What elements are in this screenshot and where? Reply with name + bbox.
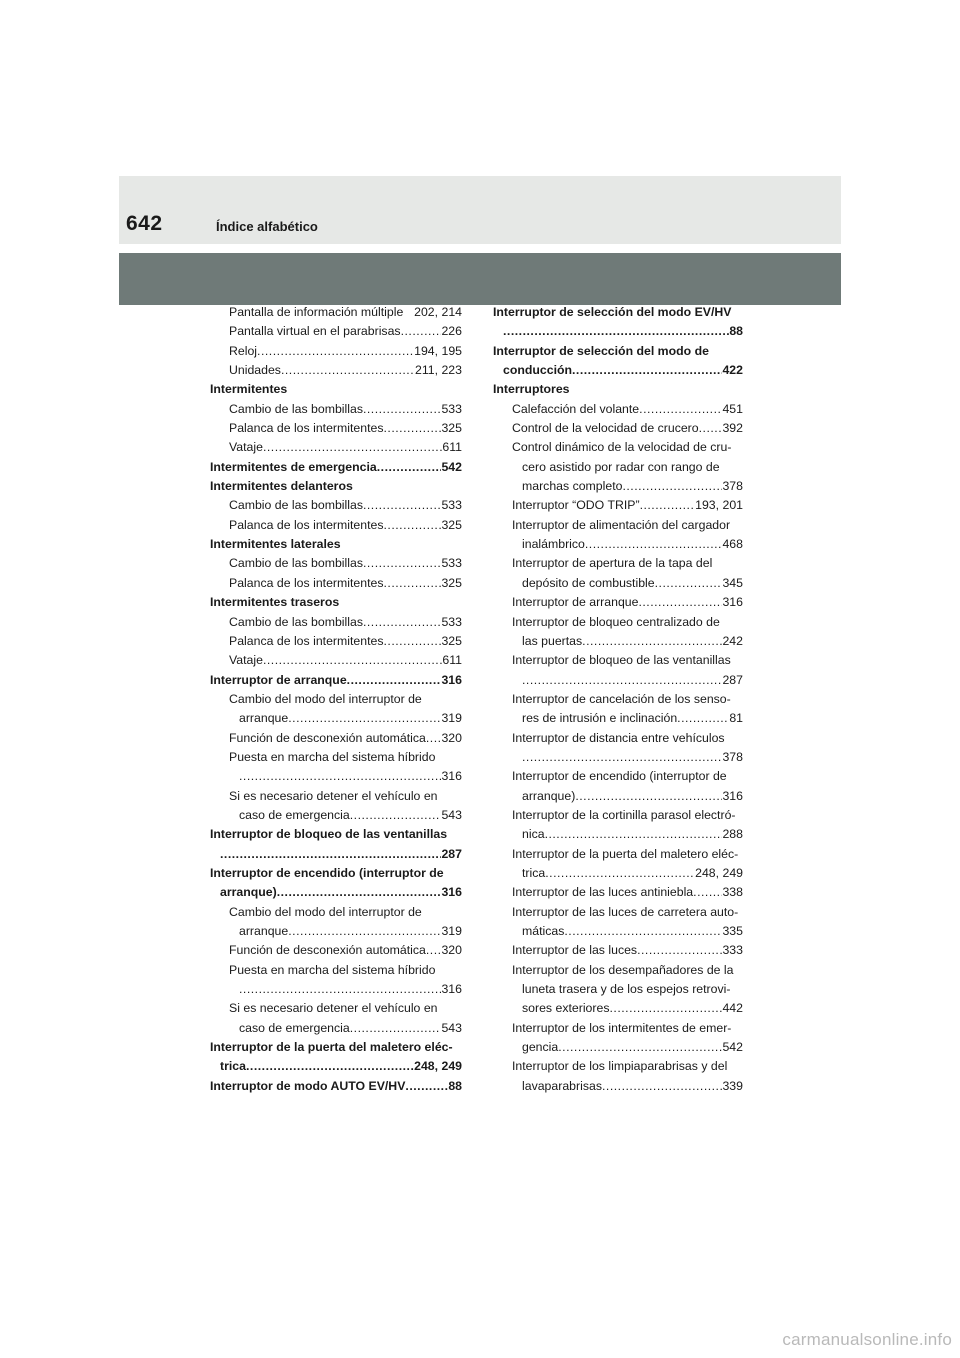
page-reference[interactable]: 287 bbox=[722, 672, 743, 687]
index-entry-text: Interruptor de los intermitentes de emer- bbox=[512, 1020, 732, 1035]
index-entry-text: Pantalla virtual en el parabrisas bbox=[229, 324, 401, 339]
index-entry-text: caso de emergencia bbox=[239, 1020, 350, 1035]
index-entry bbox=[493, 613, 743, 652]
index-entry-text: Función de desconexión automática bbox=[229, 943, 426, 958]
index-entry-text: marchas completo bbox=[522, 479, 623, 494]
page-number: 642 bbox=[126, 212, 163, 235]
index-entry bbox=[210, 322, 462, 341]
index-entry bbox=[210, 903, 462, 942]
index-entry bbox=[493, 516, 743, 555]
page-reference[interactable]: 316 bbox=[722, 788, 743, 803]
index-entry-text: Interruptor “ODO TRIP” bbox=[512, 498, 640, 513]
index-entry bbox=[210, 593, 462, 612]
index-entry bbox=[210, 574, 462, 593]
index-entry bbox=[493, 496, 743, 515]
dot-leader bbox=[350, 1019, 442, 1038]
page-reference[interactable]: 533 bbox=[441, 401, 462, 416]
dot-leader bbox=[246, 1057, 414, 1076]
index-entry bbox=[210, 1077, 462, 1096]
page-reference[interactable]: 542 bbox=[722, 1040, 743, 1055]
page-reference[interactable]: 345 bbox=[722, 575, 743, 590]
index-entry-text: depósito de combustible bbox=[522, 575, 655, 590]
index-entry-text: Intermitentes laterales bbox=[210, 537, 341, 552]
index-entry bbox=[210, 651, 462, 670]
page-reference[interactable]: 88 bbox=[729, 324, 743, 339]
dot-leader bbox=[622, 477, 722, 496]
index-entry-text: Puesta en marcha del sistema híbrido bbox=[229, 749, 436, 764]
index-entry-text: Palanca de los intermitentes bbox=[229, 517, 384, 532]
page-reference[interactable]: 319 bbox=[441, 924, 462, 938]
dot-leader bbox=[693, 883, 722, 902]
page-reference[interactable]: 242 bbox=[722, 633, 743, 648]
index-entry-text: res de intrusión e inclinación bbox=[522, 711, 678, 726]
index-entry-text: Interruptor de distancia entre vehículos bbox=[512, 730, 725, 745]
index-entry bbox=[493, 1057, 743, 1096]
dot-leader bbox=[377, 458, 442, 477]
index-entry-text: caso de emergencia bbox=[239, 807, 350, 822]
page-reference[interactable]: 325 bbox=[441, 517, 462, 532]
page-reference[interactable]: 422 bbox=[722, 363, 743, 378]
dot-leader bbox=[220, 845, 441, 864]
index-entry bbox=[210, 342, 462, 361]
index-entry bbox=[210, 613, 462, 632]
index-entry-text: Vataje bbox=[229, 440, 263, 455]
index-entry-text: luneta trasera y de los espejos retrovi- bbox=[522, 982, 731, 997]
dot-leader bbox=[405, 1077, 448, 1096]
index-entry bbox=[210, 671, 462, 690]
page-reference[interactable]: 325 bbox=[441, 575, 462, 590]
index-entry bbox=[493, 400, 743, 419]
index-entry-text: sores exteriores bbox=[522, 1001, 610, 1016]
page-reference[interactable]: 611 bbox=[442, 440, 462, 455]
index-entry-text: lavaparabrisas bbox=[522, 1078, 602, 1093]
page-reference[interactable]: 226 bbox=[441, 324, 462, 339]
index-entry bbox=[493, 806, 743, 845]
dot-leader bbox=[640, 496, 696, 515]
index-entry bbox=[493, 554, 743, 593]
dot-leader bbox=[263, 651, 442, 670]
dot-leader bbox=[257, 342, 414, 361]
index-entry-text: arranque) bbox=[220, 885, 277, 900]
index-entry bbox=[210, 787, 462, 826]
dot-leader bbox=[575, 787, 722, 806]
page-reference[interactable]: 392 bbox=[722, 421, 743, 436]
header-dark-band bbox=[119, 253, 841, 305]
index-entry-text: Interruptor de arranque bbox=[210, 672, 347, 687]
dot-leader bbox=[383, 574, 441, 593]
index-entry-text: las puertas bbox=[522, 633, 583, 648]
index-entry-text: Control dinámico de la velocidad de cru- bbox=[512, 440, 732, 455]
dot-leader bbox=[426, 941, 442, 960]
index-entry bbox=[210, 941, 462, 960]
index-entry-text: Interruptor de los desempañadores de la bbox=[512, 962, 734, 977]
page-reference[interactable]: 325 bbox=[441, 421, 462, 436]
dot-leader bbox=[263, 438, 442, 457]
page-reference[interactable]: 339 bbox=[722, 1078, 743, 1093]
index-entry-text: Interruptor de selección del modo de bbox=[493, 343, 709, 358]
page-reference[interactable]: 442 bbox=[722, 1001, 743, 1016]
index-entry bbox=[210, 516, 462, 535]
page-reference[interactable]: 533 bbox=[441, 498, 462, 513]
index-entry-text: Función de desconexión automática bbox=[229, 730, 426, 745]
page-reference[interactable]: 468 bbox=[722, 537, 743, 552]
dot-leader bbox=[585, 535, 723, 554]
index-entry-text: Intermitentes delanteros bbox=[210, 479, 353, 494]
index-entry bbox=[210, 961, 462, 1000]
index-entry bbox=[210, 729, 462, 748]
dot-leader bbox=[545, 825, 723, 844]
index-entry-text: Interruptor de arranque bbox=[512, 595, 639, 610]
index-entry-text: trica bbox=[522, 865, 546, 880]
dot-leader bbox=[426, 729, 442, 748]
index-entry bbox=[210, 361, 462, 380]
dot-leader bbox=[602, 1077, 722, 1096]
index-entry-text: Interruptor de los limpiaparabrisas y del bbox=[512, 1059, 728, 1074]
page-reference[interactable]: 543 bbox=[441, 807, 462, 822]
index-entry bbox=[493, 903, 743, 942]
index-entry-text: Si es necesario detener el vehículo en bbox=[229, 1001, 438, 1016]
index-entry-text: Puesta en marcha del sistema híbrido bbox=[229, 962, 436, 977]
dot-leader bbox=[363, 496, 442, 515]
page-reference[interactable]: 543 bbox=[441, 1020, 462, 1035]
dot-leader bbox=[239, 767, 441, 786]
index-entry-text: Cambio de las bombillas bbox=[229, 556, 363, 571]
index-entry bbox=[493, 342, 743, 381]
dot-leader bbox=[281, 361, 415, 380]
index-entry bbox=[210, 438, 462, 457]
index-entry-text: Interruptor de encendido (interruptor de bbox=[512, 769, 727, 784]
index-entry bbox=[210, 690, 462, 729]
index-entry-text: Si es necesario detener el vehículo en bbox=[229, 788, 438, 803]
index-entry bbox=[493, 690, 743, 729]
page-reference[interactable]: 378 bbox=[722, 749, 743, 764]
dot-leader bbox=[699, 419, 723, 438]
index-entry-text: Palanca de los intermitentes bbox=[229, 633, 384, 648]
index-entry bbox=[493, 380, 743, 399]
page-reference[interactable]: 316 bbox=[441, 982, 462, 997]
index-entry bbox=[493, 883, 743, 902]
index-entry-text: Interruptor de cancelación de los senso- bbox=[512, 691, 731, 706]
page-reference[interactable]: 320 bbox=[441, 943, 462, 958]
section-title: Índice alfabético bbox=[216, 219, 318, 234]
dot-leader bbox=[637, 941, 722, 960]
dot-leader bbox=[609, 999, 722, 1018]
index-entry bbox=[210, 554, 462, 573]
index-entry bbox=[210, 535, 462, 554]
index-entry-text: Cambio de las bombillas bbox=[229, 401, 363, 416]
page-reference[interactable]: 248, 249 bbox=[414, 1059, 462, 1074]
page-reference[interactable]: 211, 223 bbox=[415, 363, 462, 378]
dot-leader bbox=[383, 632, 441, 651]
dot-leader bbox=[639, 400, 722, 419]
index-entry bbox=[210, 632, 462, 651]
index-entry bbox=[493, 651, 743, 690]
index-entry bbox=[493, 767, 743, 806]
index-entry-text: Intermitentes de emergencia bbox=[210, 459, 377, 474]
index-entry-text: Reloj bbox=[229, 343, 258, 358]
index-entry-text: Interruptor de las luces antiniebla bbox=[512, 885, 694, 900]
dot-leader bbox=[545, 864, 695, 883]
page-reference[interactable]: 325 bbox=[441, 633, 462, 648]
index-entry bbox=[210, 303, 462, 322]
index-entry-text: arranque bbox=[239, 711, 289, 726]
index-entry-text: Interruptores bbox=[493, 382, 570, 397]
index-entry bbox=[493, 845, 743, 884]
dot-leader bbox=[564, 922, 722, 941]
index-entry-text: Intermitentes traseros bbox=[210, 595, 340, 610]
index-entry-text: arranque bbox=[239, 924, 289, 938]
watermark: carmanualsonline.info bbox=[782, 1330, 952, 1349]
page-reference[interactable]: 451 bbox=[722, 401, 743, 416]
page-reference[interactable]: 533 bbox=[441, 556, 462, 571]
page-reference[interactable]: 333 bbox=[722, 943, 743, 958]
index-entry-text: Interruptor de bloqueo centralizado de bbox=[512, 614, 720, 629]
dot-leader bbox=[363, 613, 442, 632]
dot-leader bbox=[655, 574, 723, 593]
index-entry-text: Cambio del modo del interruptor de bbox=[229, 904, 422, 919]
index-entry bbox=[210, 864, 462, 903]
index-entry-text: Interruptor de alimentación del cargador bbox=[512, 517, 731, 532]
index-entry-text: nica bbox=[522, 827, 545, 842]
index-entry bbox=[493, 1019, 743, 1058]
page-reference[interactable]: 378 bbox=[722, 479, 743, 494]
index-entry-text: Vataje bbox=[229, 653, 263, 668]
page-reference[interactable]: 335 bbox=[722, 924, 743, 938]
index-entry-text: trica bbox=[220, 1059, 246, 1074]
index-entry-text: Control de la velocidad de crucero bbox=[512, 421, 699, 436]
index-entry bbox=[210, 380, 462, 399]
index-entry-text: Interruptor de bloqueo de las ventanillas bbox=[210, 827, 448, 842]
page-reference[interactable]: 248, 249 bbox=[695, 865, 743, 880]
index-entry bbox=[493, 729, 743, 768]
index-entry-text: Interruptor de modo AUTO EV/HV bbox=[210, 1078, 406, 1093]
index-entry-text: Interruptor de encendido (interruptor de bbox=[210, 865, 444, 880]
page-reference[interactable]: 338 bbox=[722, 885, 743, 900]
page-reference[interactable]: 319 bbox=[441, 711, 462, 726]
index-entry-text: Intermitentes bbox=[210, 382, 288, 397]
index-entry-text: Interruptor de las luces bbox=[512, 943, 638, 958]
dot-leader bbox=[363, 400, 442, 419]
dot-leader bbox=[582, 632, 722, 651]
index-entry bbox=[210, 458, 462, 477]
index-entry bbox=[493, 593, 743, 612]
page-reference[interactable]: 316 bbox=[441, 885, 462, 900]
index-column-left bbox=[210, 303, 462, 1096]
index-entry bbox=[210, 419, 462, 438]
index-entry bbox=[210, 1038, 462, 1077]
page-reference[interactable]: 320 bbox=[441, 730, 462, 745]
index-entry-text: Cambio de las bombillas bbox=[229, 614, 363, 629]
index-entry-text: Interruptor de bloqueo de las ventanillas bbox=[512, 653, 731, 668]
index-entry-text: Calefacción del volante bbox=[512, 401, 640, 416]
dot-leader bbox=[677, 709, 729, 728]
page-reference[interactable]: 194, 195 bbox=[414, 343, 462, 358]
dot-leader bbox=[558, 1038, 722, 1057]
page-reference[interactable]: 316 bbox=[722, 595, 743, 610]
index-entry-text: Cambio de las bombillas bbox=[229, 498, 363, 513]
index-entry-text: Interruptor de apertura de la tapa del bbox=[512, 556, 713, 571]
index-entry bbox=[210, 400, 462, 419]
dot-leader bbox=[288, 922, 441, 941]
index-entry-text: Cambio del modo del interruptor de bbox=[229, 691, 422, 706]
index-entry-text: máticas bbox=[522, 924, 565, 938]
index-entry-text: conducción bbox=[503, 363, 573, 378]
page-reference[interactable]: 611 bbox=[442, 653, 462, 668]
index-entry-text: Interruptor de la puerta del maletero eléc- bbox=[512, 846, 739, 861]
index-entry bbox=[493, 941, 743, 960]
index-entry-text: Palanca de los intermitentes bbox=[229, 575, 384, 590]
index-entry bbox=[493, 438, 743, 496]
index-entry bbox=[210, 999, 462, 1038]
index-entry-text: Interruptor de selección del modo EV/HV bbox=[493, 305, 732, 319]
dot-leader bbox=[522, 748, 722, 767]
dot-leader bbox=[522, 671, 722, 690]
dot-leader bbox=[383, 516, 441, 535]
dot-leader bbox=[350, 806, 442, 825]
index-entry-text: Pantalla de información múltiple bbox=[229, 305, 404, 319]
index-column-right bbox=[493, 303, 743, 1096]
index-entry-text: gencia bbox=[522, 1040, 559, 1055]
index-entry-text: Interruptor de la puerta del maletero eléc- bbox=[210, 1040, 453, 1055]
index-entry-text: inalámbrico bbox=[522, 537, 585, 552]
index-entry-text: Palanca de los intermitentes bbox=[229, 421, 384, 436]
page-reference[interactable]: 288 bbox=[722, 827, 743, 842]
page-reference[interactable]: 316 bbox=[441, 769, 462, 784]
index-entry bbox=[210, 748, 462, 787]
page-reference[interactable]: 202, 214 bbox=[414, 305, 462, 319]
dot-leader bbox=[503, 322, 729, 341]
page-reference[interactable]: 533 bbox=[441, 614, 462, 629]
index-entry-text: cero asistido por radar con rango de bbox=[522, 459, 720, 474]
dot-leader bbox=[363, 554, 442, 573]
page-reference[interactable]: 81 bbox=[729, 711, 743, 726]
index-entry bbox=[210, 496, 462, 515]
page-reference[interactable]: 88 bbox=[448, 1078, 462, 1093]
dot-leader bbox=[288, 709, 441, 728]
index-entry bbox=[493, 419, 743, 438]
index-entry-text: Unidades bbox=[229, 363, 281, 378]
index-entry bbox=[493, 303, 743, 342]
dot-leader bbox=[277, 883, 442, 902]
page-reference[interactable]: 287 bbox=[441, 846, 462, 861]
index-entry bbox=[493, 961, 743, 1019]
dot-leader bbox=[383, 419, 441, 438]
page-reference[interactable]: 316 bbox=[441, 672, 462, 687]
page-reference[interactable]: 542 bbox=[441, 459, 462, 474]
index-entry bbox=[210, 477, 462, 496]
index-entry-text: Interruptor de la cortinilla parasol electró- bbox=[512, 807, 736, 822]
dot-leader bbox=[239, 980, 441, 999]
dot-leader bbox=[572, 361, 722, 380]
index-entry bbox=[210, 825, 462, 864]
index-entry-text: Interruptor de las luces de carretera auto- bbox=[512, 904, 739, 919]
dot-leader bbox=[401, 322, 442, 341]
dot-leader bbox=[638, 593, 722, 612]
dot-leader bbox=[347, 671, 442, 690]
page-reference[interactable]: 193, 201 bbox=[695, 498, 743, 513]
index-entry-text: arranque) bbox=[522, 788, 576, 803]
